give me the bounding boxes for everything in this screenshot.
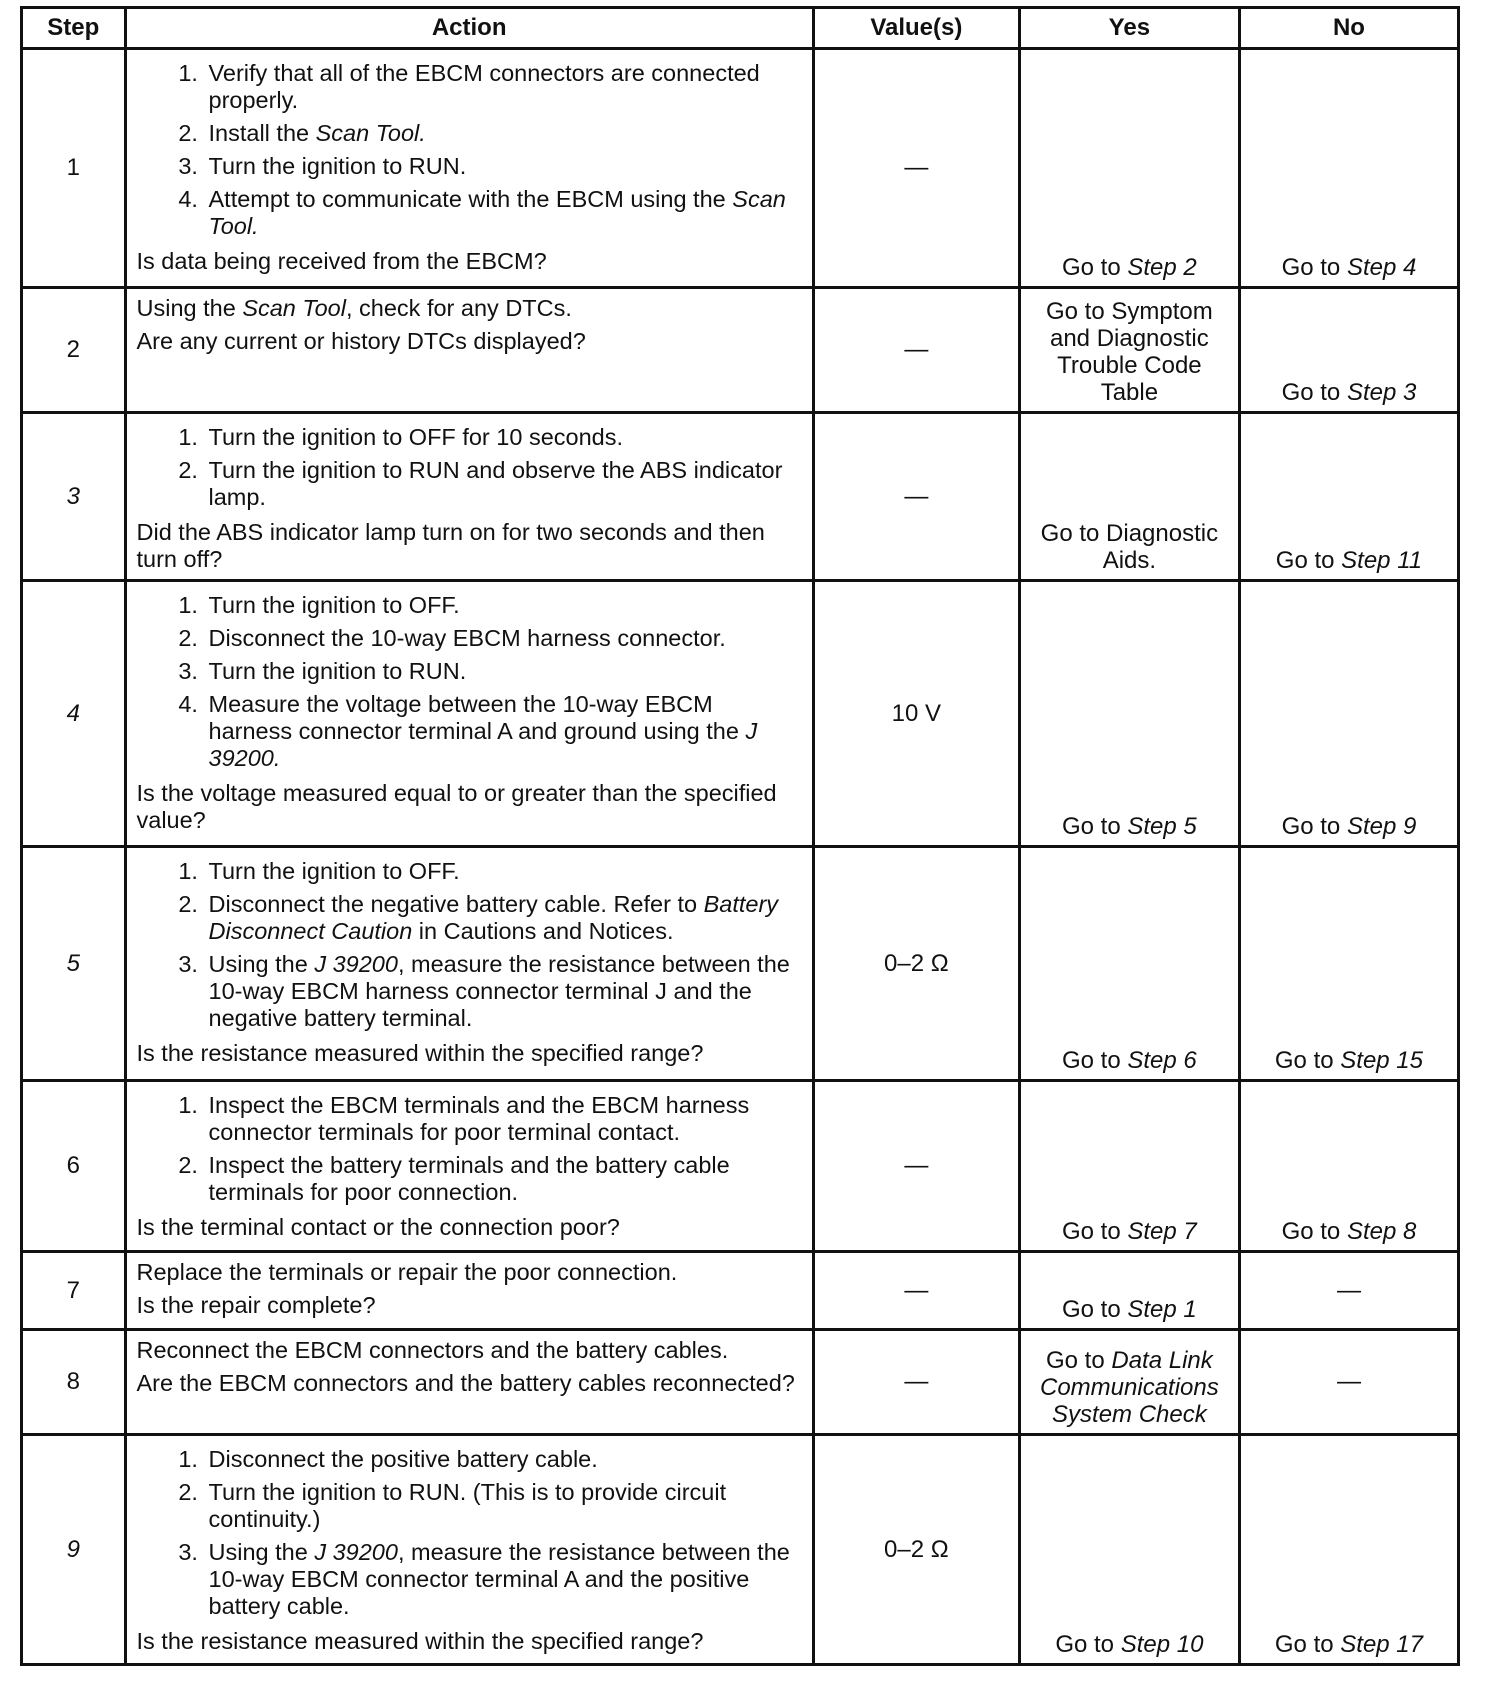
header-step: Step xyxy=(22,8,126,49)
text-run: Are the EBCM connectors and the battery cables reconnected? xyxy=(136,1370,795,1396)
step-number: 6 xyxy=(22,1081,126,1252)
step-number: 9 xyxy=(22,1435,126,1665)
text-run: Is the voltage measured equal to or greater than the specified value? xyxy=(136,780,777,833)
text-run: in Cautions and Notices. xyxy=(412,918,674,944)
action-step xyxy=(205,891,800,945)
no-cell xyxy=(1239,847,1458,1081)
text-run: Attempt to communicate with the EBCM using the xyxy=(208,186,733,212)
text-run: Turn the ignition to RUN. (This is to provide circuit continuity.) xyxy=(208,1479,727,1532)
text-run: Step 17 xyxy=(1340,1631,1423,1658)
yes-cell xyxy=(1019,1252,1239,1330)
action-step xyxy=(205,625,800,652)
value-cell: — xyxy=(813,49,1019,288)
action-step xyxy=(205,858,800,885)
action-step xyxy=(205,658,800,685)
text-run: Step 9 xyxy=(1346,813,1417,840)
no-cell xyxy=(1239,581,1458,847)
value-cell: — xyxy=(813,413,1019,581)
text-run: , measure the resistance between the 10-way EBCM harness connector terminal J and the negative battery terminal. xyxy=(208,951,790,1031)
value-cell: 0–2 Ω xyxy=(813,847,1019,1081)
table-row xyxy=(22,413,1459,581)
action-steps xyxy=(137,592,800,772)
action-question xyxy=(137,1292,800,1319)
step-number: 1 xyxy=(22,49,126,288)
action-step xyxy=(205,186,800,240)
value-cell: — xyxy=(813,1081,1019,1252)
action-steps xyxy=(137,1092,800,1206)
text-run: Scan Tool xyxy=(242,295,346,321)
text-run: Install the xyxy=(208,120,316,146)
no-cell xyxy=(1239,413,1458,581)
text-run: Did the ABS indicator lamp turn on for two seconds and then turn off? xyxy=(136,519,765,572)
text-run: Replace the terminals or repair the poor connection. xyxy=(136,1259,678,1285)
yes-cell xyxy=(1019,288,1239,413)
action-cell xyxy=(125,49,813,288)
step-number: 8 xyxy=(22,1330,126,1435)
action-cell xyxy=(125,288,813,413)
text-run: Turn the ignition to OFF. xyxy=(208,858,460,884)
step-number: 7 xyxy=(22,1252,126,1330)
yes-cell xyxy=(1019,1330,1239,1435)
text-run: Go to xyxy=(1061,254,1128,281)
text-run: Disconnect the 10-way EBCM harness connector. xyxy=(208,625,726,651)
action-question xyxy=(137,519,800,573)
header-no: No xyxy=(1239,8,1458,49)
action-question xyxy=(137,780,800,834)
text-run: Disconnect the positive battery cable. xyxy=(208,1446,598,1472)
no-cell xyxy=(1239,1435,1458,1665)
action-cell xyxy=(125,581,813,847)
yes-cell xyxy=(1019,847,1239,1081)
text-run: Are any current or history DTCs displayed? xyxy=(136,328,586,354)
action-step xyxy=(205,691,800,772)
action-steps xyxy=(137,424,800,511)
yes-cell xyxy=(1019,1081,1239,1252)
header-row xyxy=(22,8,1459,49)
text-run: Step 6 xyxy=(1127,1047,1197,1074)
step-number: 4 xyxy=(22,581,126,847)
text-run: Reconnect the EBCM connectors and the battery cables. xyxy=(136,1337,729,1363)
text-run: Verify that all of the EBCM connectors are connected properly. xyxy=(208,60,760,113)
action-step xyxy=(205,424,800,451)
action-cell xyxy=(125,1081,813,1252)
text-run: Step 3 xyxy=(1346,379,1417,406)
text-run: Go to xyxy=(1275,547,1342,574)
text-run: Step 5 xyxy=(1127,813,1197,840)
text-run: Is the resistance measured within the specified range? xyxy=(136,1040,704,1066)
table-row xyxy=(22,1081,1459,1252)
text-run: Turn the ignition to OFF. xyxy=(208,592,460,618)
text-run: Go to xyxy=(1061,1296,1128,1323)
text-run: Go to xyxy=(1045,1347,1112,1374)
action-step xyxy=(205,592,800,619)
step-number: 5 xyxy=(22,847,126,1081)
header-values: Value(s) xyxy=(813,8,1019,49)
value-cell: — xyxy=(813,288,1019,413)
action-step xyxy=(205,1539,800,1620)
text-run: Step 1 xyxy=(1127,1296,1197,1323)
text-run: Step 4 xyxy=(1346,254,1417,281)
value-cell: 0–2 Ω xyxy=(813,1435,1019,1665)
text-run: Data Link Communications System Check xyxy=(1040,1347,1219,1428)
text-run: — xyxy=(1336,1276,1361,1304)
table-body xyxy=(22,49,1459,1665)
text-run: Battery Disconnect Caution xyxy=(208,891,779,944)
text-run: , check for any DTCs. xyxy=(345,295,572,321)
action-cell xyxy=(125,847,813,1081)
action-step xyxy=(205,153,800,180)
text-run: Go to xyxy=(1281,254,1347,281)
diagnostic-table xyxy=(20,6,1460,1666)
text-run: Using the xyxy=(208,951,315,977)
action-step xyxy=(205,120,800,147)
action-steps xyxy=(137,1446,800,1620)
table-row xyxy=(22,1330,1459,1435)
step-number: 2 xyxy=(22,288,126,413)
text-run: Turn the ignition to OFF for 10 seconds. xyxy=(208,424,623,450)
action-step xyxy=(205,1479,800,1533)
text-run: , measure the resistance between the 10-way EBCM connector terminal A and the positive battery cable. xyxy=(208,1539,790,1619)
no-cell xyxy=(1239,1330,1458,1435)
table-row xyxy=(22,49,1459,288)
text-run: Go to Diagnostic Aids. xyxy=(1040,520,1219,574)
text-run: J 39200 xyxy=(314,951,398,977)
text-run: Step 8 xyxy=(1346,1218,1417,1245)
yes-cell xyxy=(1019,413,1239,581)
table-row xyxy=(22,288,1459,413)
action-steps xyxy=(137,60,800,240)
text-run: J 39200. xyxy=(208,718,758,771)
text-run: Using the xyxy=(136,295,243,321)
text-run: Turn the ignition to RUN. xyxy=(208,658,467,684)
text-run: Is data being received from the EBCM? xyxy=(136,248,547,274)
header-action: Action xyxy=(125,8,813,49)
no-cell xyxy=(1239,1252,1458,1330)
text-run: Step 15 xyxy=(1340,1047,1423,1074)
action-question xyxy=(137,1214,800,1241)
yes-cell xyxy=(1019,581,1239,847)
header-yes: Yes xyxy=(1019,8,1239,49)
text-run: Using the xyxy=(208,1539,315,1565)
text-run: Go to xyxy=(1061,1047,1128,1074)
text-run: Go to xyxy=(1274,1047,1341,1074)
action-cell xyxy=(125,413,813,581)
action-step xyxy=(205,60,800,114)
text-run: Turn the ignition to RUN and observe the ABS indicator lamp. xyxy=(208,457,783,510)
text-run: Go to xyxy=(1274,1631,1341,1658)
text-run: Go to xyxy=(1281,813,1347,840)
value-cell: — xyxy=(813,1252,1019,1330)
text-run: Go to Symptom and Diagnostic Trouble Code Table xyxy=(1046,298,1213,406)
action-question xyxy=(137,1337,800,1364)
text-run: Go to xyxy=(1281,379,1347,406)
table-row xyxy=(22,581,1459,847)
action-cell xyxy=(125,1252,813,1330)
no-cell xyxy=(1239,49,1458,288)
text-run: Is the repair complete? xyxy=(136,1292,376,1318)
text-run: Go to xyxy=(1061,813,1128,840)
step-number: 3 xyxy=(22,413,126,581)
text-run: J 39200 xyxy=(314,1539,398,1565)
action-step xyxy=(205,1152,800,1206)
table-row xyxy=(22,1252,1459,1330)
action-question xyxy=(137,1259,800,1286)
value-cell: 10 V xyxy=(813,581,1019,847)
text-run: Step 10 xyxy=(1120,1631,1204,1658)
action-cell xyxy=(125,1330,813,1435)
action-question xyxy=(137,1628,800,1655)
text-run: Scan Tool. xyxy=(315,120,426,146)
action-question xyxy=(137,1040,800,1067)
yes-cell xyxy=(1019,1435,1239,1665)
action-step xyxy=(205,457,800,511)
action-question xyxy=(137,328,800,355)
no-cell xyxy=(1239,1081,1458,1252)
action-steps xyxy=(137,858,800,1032)
text-run: Scan Tool. xyxy=(208,186,786,239)
text-run: Turn the ignition to RUN. xyxy=(208,153,467,179)
action-question xyxy=(137,1370,800,1397)
yes-cell xyxy=(1019,49,1239,288)
text-run: Step 11 xyxy=(1341,547,1423,574)
action-question xyxy=(137,248,800,275)
text-run: Is the terminal contact or the connection poor? xyxy=(136,1214,620,1240)
action-cell xyxy=(125,1435,813,1665)
text-run: Go to xyxy=(1055,1631,1121,1658)
action-step xyxy=(205,951,800,1032)
no-cell xyxy=(1239,288,1458,413)
value-cell: — xyxy=(813,1330,1019,1435)
text-run: — xyxy=(1336,1368,1361,1395)
text-run: Go to xyxy=(1061,1218,1128,1245)
table-row xyxy=(22,1435,1459,1665)
action-question xyxy=(137,295,800,322)
action-step xyxy=(205,1446,800,1473)
text-run: Is the resistance measured within the specified range? xyxy=(136,1628,704,1654)
text-run: Inspect the EBCM terminals and the EBCM harness connector terminals for poor terminal contact. xyxy=(208,1092,750,1145)
text-run: Step 2 xyxy=(1127,254,1197,281)
text-run: Step 7 xyxy=(1127,1218,1197,1245)
action-step xyxy=(205,1092,800,1146)
text-run: Disconnect the negative battery cable. Refer to xyxy=(208,891,704,917)
text-run: Inspect the battery terminals and the battery cable terminals for poor connection. xyxy=(208,1152,730,1205)
text-run: Measure the voltage between the 10-way EBCM harness connector terminal A and ground using the xyxy=(208,691,746,744)
table-row xyxy=(22,847,1459,1081)
text-run: Go to xyxy=(1281,1218,1347,1245)
